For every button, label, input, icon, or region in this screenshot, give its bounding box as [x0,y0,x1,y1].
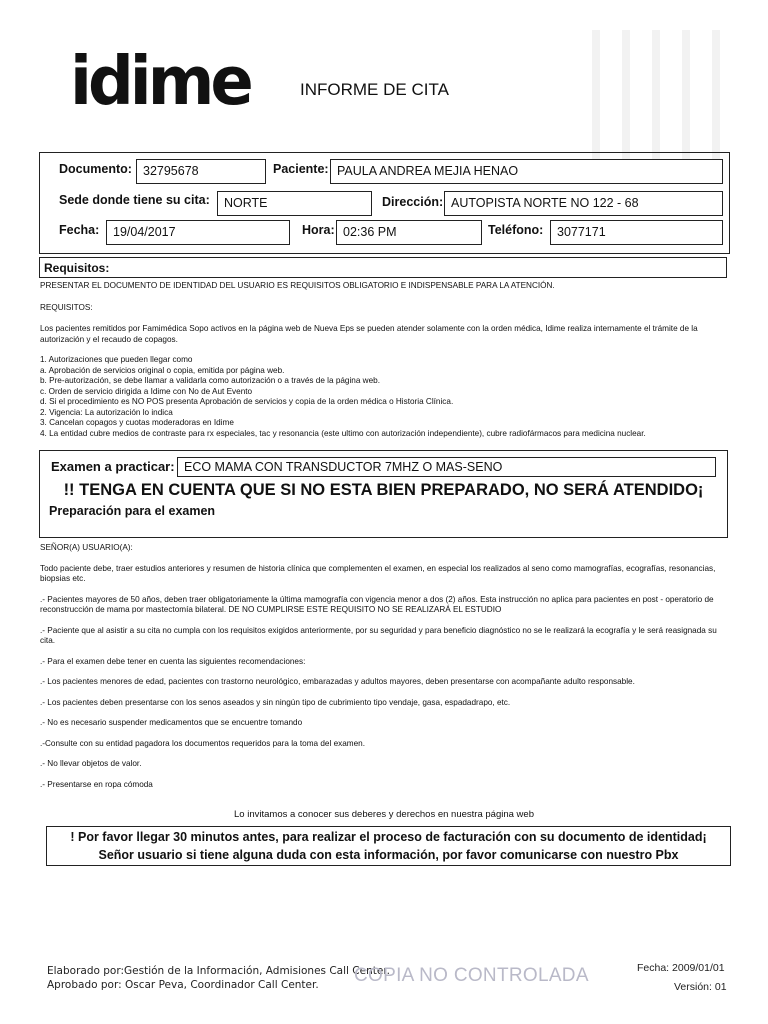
copy-watermark: COPIA NO CONTROLADA [354,965,589,986]
idime-logo: idime [70,43,250,121]
aprobado-por: Aprobado por: Oscar Peva, Coordinador Call Center. [47,979,319,991]
report-title: INFORME DE CITA [300,80,449,99]
salutation: SEÑOR(A) USUARIO(A): [40,543,133,552]
paciente-field: PAULA ANDREA MEJIA HENAO [330,159,723,184]
direccion-field: AUTOPISTA NORTE NO 122 - 68 [444,191,723,216]
paciente-label: Paciente: [273,162,329,176]
document-date: Fecha: 2009/01/01 [637,962,725,974]
rights-invitation: Lo invitamos a conocer sus deberes y derechos en nuestra página web [234,809,534,820]
fecha-field: 19/04/2017 [106,220,290,245]
hora-field: 02:36 PM [336,220,482,245]
telefono-label: Teléfono: [488,223,544,237]
instruction-paragraph: .-Consulte con su entidad pagadora los documentos requeridos para la toma del examen. [40,738,365,748]
instruction-paragraph: Todo paciente debe, traer estudios anteriores y resumen de historia clínica que complementen el examen, en especial los realizados al seno como mamografías, ecografías, resonancias, biopsias etc. [40,563,716,583]
document-version: Versión: 01 [674,981,727,993]
requisitos-item: 1. Autorizaciones que pueden llegar como [40,355,193,364]
faded-background-mark [592,30,734,160]
instruction-paragraph: .- No llevar objetos de valor. [40,759,142,768]
instruction-paragraph: .- Los pacientes menores de edad, pacientes con trastorno neurológico, embarazadas y adultos mayores, deben presentarse con acompañante adulto responsable. [40,677,635,686]
elaborado-por: Elaborado por:Gestión de la Información, Admisiones Call Center. [47,965,390,977]
documento-field: 32795678 [136,159,266,184]
requisitos-paragraph: Los pacientes remitidos por Famimédica Sopo activos en la página web de Nueva Eps se pueden atender solamente con la orden médica, Idime realiza internamente el trámite de la autorización y el recaudo de copagos. [40,324,698,344]
requisitos-item: c. Orden de servicio dirigida a Idime con No de Aut Evento [40,386,253,396]
instruction-paragraph: .- Pacientes mayores de 50 años, deben traer obligatoriamente la última mamografía con vigencia menor a dos (2) años. Esta instrucción no aplica para pacientes en post - operatorio de reconstrucción de mama por mastectomía bilateral. DE NO CUMPLIRSE ESTE REQUISITO NO SE REALIZARÁ EL ESTUDIO [40,594,714,614]
requisitos-item: 3. Cancelan copagos y cuotas moderadoras en Idime [40,418,234,427]
fecha-label: Fecha: [59,223,100,237]
instructions-section [40,543,730,790]
direccion-label: Dirección: [382,195,444,209]
requisitos-subheader: REQUISITOS: [40,302,93,312]
requisitos-title: Requisitos: [44,261,110,275]
exam-label: Examen a practicar: [51,459,175,474]
telefono-field: 3077171 [550,220,723,245]
appointment-info-box [39,152,730,254]
documento-label: Documento: [59,162,132,176]
exam-field: ECO MAMA CON TRANSDUCTOR 7MHZ O MAS-SENO [177,457,716,477]
requisitos-item: 4. La entidad cubre medios de contraste para rx especiales, tac y resonancia (este ultimo con autorización independiente), cubre radiofármacos para medicina nuclear. [40,428,646,438]
arrival-notice-box [46,826,731,866]
requisitos-item: a. Aprobación de servicios original o copia, emitida por página web. [40,365,285,375]
requisitos-item: 2. Vigencia: La autorización lo indica [40,407,173,417]
requisitos-item: b. Pre-autorización, se debe llamar a validarla como autorización o a través de la página web. [40,376,380,385]
requisitos-header [39,257,727,278]
preparation-warning: !! TENGA EN CUENTA QUE SI NO ESTA BIEN PREPARADO, NO SERÁ ATENDIDO¡ [63,481,704,499]
exam-box [39,450,728,538]
requisitos-section [40,281,730,439]
requisitos-intro: PRESENTAR EL DOCUMENTO DE IDENTIDAD DEL USUARIO ES REQUISITOS OBLIGATORIO E INDISPENSABLE PARA LA ATENCIÓN. [40,281,555,290]
instruction-paragraph: .- Paciente que al asistir a su cita no cumpla con los requisitos exigidos anteriormente, por su seguridad y para beneficio diagnóstico no se le realizará la ecografía y le será reasignada su cita. [40,625,717,645]
arrival-notice-line: ! Por favor llegar 30 minutos antes, para realizar el proceso de facturación con su documento de identidad¡ [70,830,707,844]
instruction-paragraph: .- Los pacientes deben presentarse con los senos aseados y sin ningún tipo de cubrimiento tipo vendaje, gasa, espadadrapo, etc. [40,697,511,707]
instruction-paragraph: .- No es necesario suspender medicamentos que se encuentre tomando [40,718,303,727]
requisitos-item: d. Si el procedimiento es NO POS presenta Aprobación de servicios y copia de la orden médica o Historia Clínica. [40,397,454,406]
sede-label: Sede donde tiene su cita: [59,193,210,207]
contact-notice-line: Señor usuario si tiene alguna duda con esta información, por favor comunicarse con nuestro Pbx [98,848,679,862]
instruction-paragraph: .- Para el examen debe tener en cuenta las siguientes recomendaciones: [40,656,306,666]
hora-label: Hora: [302,223,335,237]
instruction-paragraph: .- Presentarse en ropa cómoda [40,779,153,789]
sede-field: NORTE [217,191,372,216]
prep-label: Preparación para el examen [49,504,216,518]
